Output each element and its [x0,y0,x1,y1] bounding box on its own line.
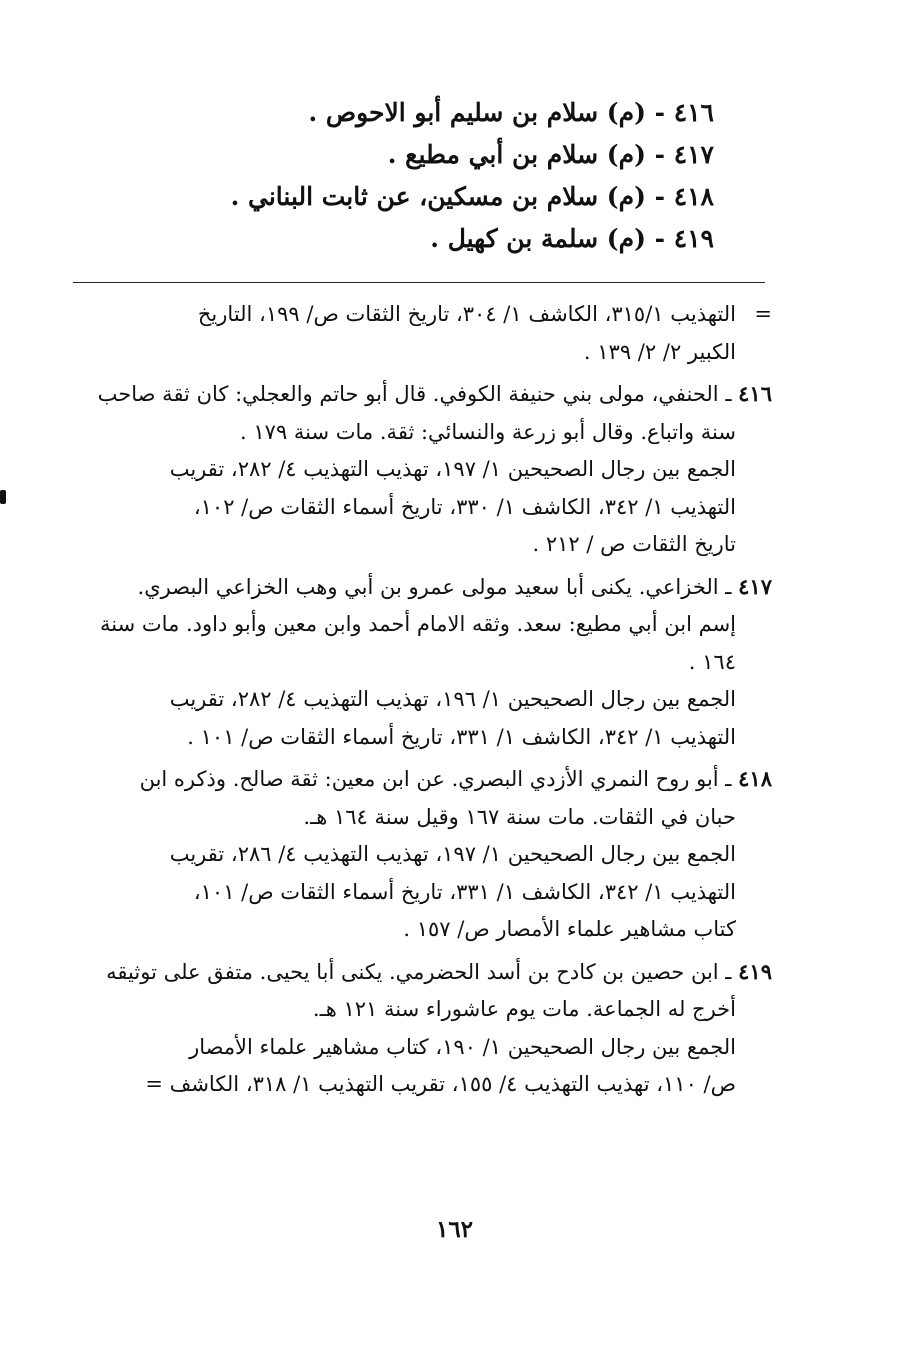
footnote-ref-line: الجمع بين رجال الصحيحين ١/ ١٩٧، تهذيب التهذيب ٤/ ٢٨٢، تقريب [169,457,736,481]
footnote-line: إسم ابن أبي مطيع: سعد. وثقه الامام أحمد وابن معين وأبو داود. مات سنة [100,612,736,636]
entry-419: ٤١٩ - (م) سلمة بن كهيل . [430,224,714,253]
entry-417: ٤١٧ - (م) سلام بن أبي مطيع . [387,140,714,169]
footnote-line: ١٦٤ . [688,649,736,674]
entry-418: ٤١٨ - (م) سلام بن مسكين، عن ثابت البناني . [230,182,714,211]
footnote-ref-line: التهذيب ١/ ٣٤٢، الكاشف ١/ ٣٣١، تاريخ أسماء الثقات ص/ ١٠١ . [187,724,736,749]
footnote-ref-line: الجمع بين رجال الصحيحين ١/ ١٩٧، تهذيب التهذيب ٤/ ٢٨٦، تقريب [169,842,736,866]
footnote-separator [73,282,765,283]
footnote-ref-line: الجمع بين رجال الصحيحين ١/ ١٩٠، كتاب مشاهير علماء الأمصار [189,1034,736,1059]
footnote-line: ـ أبو روح النمري الأزدي البصري. عن ابن معين: ثقة صالح. وذكره ابن [139,767,732,791]
footnote-ref-line: كتاب مشاهير علماء الأمصار ص/ ١٥٧ . [403,917,736,941]
continuation-marker: = [754,302,772,326]
footnote-ref-line: التهذيب ١/ ٣٤٢، الكاشف ١/ ٣٣٠، تاريخ أسماء الثقات ص/ ١٠٢، [193,494,736,519]
footnote-line: أخرج له الجماعة. مات يوم عاشوراء سنة ١٢١ هـ. [312,997,736,1021]
footnote-419 [77,953,772,1104]
footnote-line: ـ الحنفي، مولى بني حنيفة الكوفي. قال أبو حاتم والعجلي: كان ثقة صاحب [97,382,732,406]
footnote-ref-line: التهذيب ١/ ٣٤٢، الكاشف ١/ ٣٣١، تاريخ أسماء الثقات ص/ ١٠١، [193,879,736,904]
footnote-416 [77,375,772,564]
page-number: ١٦٢ [435,1216,474,1243]
footnotes [77,296,772,1108]
footnote-417 [77,568,772,757]
footnote-number: ٤١٧ [738,573,772,599]
entry-416: ٤١٦ - (م) سلام بن سليم أبو الاحوص . [308,98,714,127]
footnote-number: ٤١٨ [738,766,772,791]
scan-edge-mark [0,490,6,504]
footnote-ref-line: تاريخ الثقات ص / ٢١٢ . [532,532,736,556]
footnote-line: الكبير ٢/ ٢/ ١٣٩ . [583,339,736,364]
footnote-ref-line: الجمع بين رجال الصحيحين ١/ ١٩٦، تهذيب التهذيب ٤/ ٢٨٢، تقريب [169,687,736,711]
footnote-line: التهذيب ٣١٥/١، الكاشف ١/ ٣٠٤، تاريخ الثقات ص/ ١٩٩، التاريخ [197,302,736,326]
footnote-number: ٤١٦ [738,381,772,406]
footnote-continuation [77,296,772,371]
footnote-line: ـ ابن حصين بن كادح بن أسد الحضرمي. يكنى أبا يحيى. متفق على توثيقه [106,959,732,984]
footnote-line: سنة واتباع. وقال أبو زرعة والنسائي: ثقة. مات سنة ١٧٩ . [240,419,736,444]
footnote-418 [77,760,772,949]
footnote-line: ـ الخزاعي. يكنى أبا سعيد مولى عمرو بن أبي وهب الخزاعي البصري. [137,574,732,599]
footnote-line: حبان في الثقات. مات سنة ١٦٧ وقيل سنة ١٦٤ هـ. [303,804,736,829]
narrator-entries [154,92,714,260]
footnote-number: ٤١٩ [738,958,772,984]
footnote-ref-line: ص/ ١١٠، تهذيب التهذيب ٤/ ١٥٥، تقريب التهذيب ١/ ٣١٨، الكاشف = [145,1072,736,1096]
